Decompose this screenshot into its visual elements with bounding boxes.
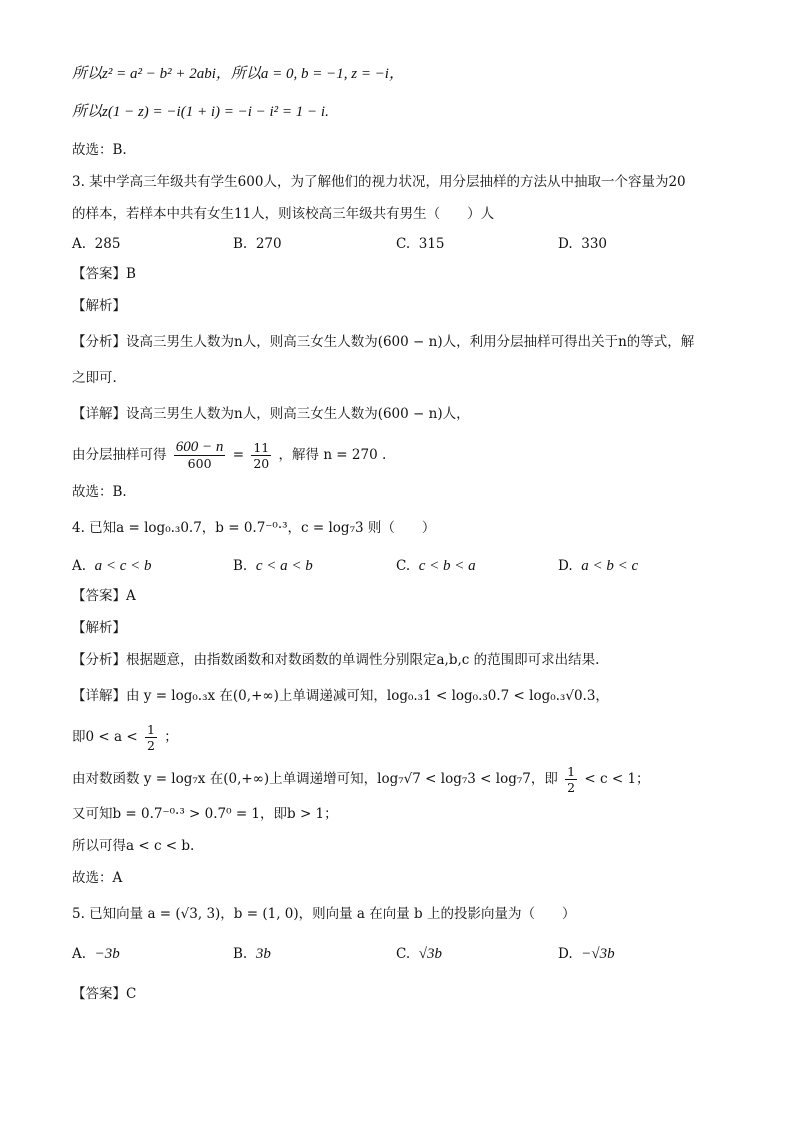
q4-option-c: C. c < b < a — [396, 558, 476, 574]
q3-conclusion: 故选：B. — [72, 484, 127, 500]
q3-option-b: B. 270 — [233, 236, 282, 252]
q3-analysis-tag: 【解析】 — [72, 298, 126, 314]
prev-answer: 故选：B. — [72, 142, 127, 158]
q4-answer: 【答案】A — [72, 588, 136, 604]
q4-xiangjie-line-1: 【详解】由 y = log₀.₃x 在(0,+∞)上单调递减可知，log₀.₃1 < log₀.₃0.7 < log₀.₃√0.3， — [72, 688, 609, 704]
q4-xiangjie-line-3: 由对数函数 y = log₇x 在(0,+∞)上单调递增可知，log₇√7 < log₇3 < log₇7，即 $\frac{1}{2}$ < c < 1； — [72, 764, 650, 795]
answer-tag: 【答案】 — [72, 588, 126, 604]
q4-xiangjie-line-4: 又可知b = 0.7⁻⁰·³ > 0.7⁰ = 1，即b > 1； — [72, 806, 338, 822]
q4-option-a: A. a < c < b — [72, 558, 152, 574]
q4-analysis-tag: 【解析】 — [72, 620, 126, 636]
q5-option-d: D. −√3b — [558, 946, 615, 962]
q3-option-d: D. 330 — [558, 236, 608, 252]
q3-option-c: C. 315 — [396, 236, 445, 252]
q3-stem-line-2: 的样本，若样本中共有女生11人，则该校高三年级共有男生（ ）人 — [72, 206, 495, 222]
answer-tag: 【答案】 — [72, 986, 126, 1002]
q3-stem-line-1: 3. 某中学高三年级共有学生600人，为了解他们的视力状况，用分层抽样的方法从中抽取一个容量为20 — [72, 174, 686, 190]
q4-option-b: B. c < a < b — [233, 558, 313, 574]
q3-fenxi-line-1: 【分析】设高三男生人数为n人，则高三女生人数为(600 − n)人，利用分层抽样可得出关于n的等式，解 — [72, 334, 695, 350]
prev-solution-line-2: 所以z(1 − z) = −i(1 + i) = −i − i² = 1 − i. — [72, 104, 329, 120]
q4-xiangjie-line-2: 即0 < a < $\frac{1}{2}$ ； — [72, 722, 178, 753]
q3-xiangjie-line-2: 由分层抽样可得 $\frac{600 - n}{600}$ = $\frac{11}{20}$ ，解得 n = 270 . — [72, 439, 387, 471]
q4-stem: 4. 已知a = log₀.₃0.7，b = 0.7⁻⁰·³，c = log₇3 则（ ） — [72, 520, 436, 536]
fraction: $\frac{600 - n}{600}$ — [175, 439, 224, 471]
q5-stem: 5. 已知向量 a = (√3, 3)，b = (1, 0)，则向量 a 在向量 b 上的投影向量为（ ） — [72, 906, 576, 922]
prev-solution-line-1: 所以z² = a² − b² + 2abi，所以a = 0, b = −1, z = −i， — [72, 66, 404, 82]
q3-answer: 【答案】B — [72, 266, 136, 282]
q3-option-a: A. 285 — [72, 236, 121, 252]
q3-fenxi-line-2: 之即可. — [72, 370, 117, 386]
q5-option-c: C. √3b — [396, 946, 442, 962]
q3-xiangjie-line-1: 【详解】设高三男生人数为n人，则高三女生人数为(600 − n)人， — [72, 406, 470, 422]
fraction: $\frac{1}{2}$ — [567, 764, 576, 795]
q5-option-b: B. 3b — [233, 946, 271, 962]
q5-answer: 【答案】C — [72, 986, 137, 1002]
fraction: $\frac{11}{20}$ — [253, 440, 270, 471]
q4-xiangjie-line-5: 所以可得a < c < b. — [72, 838, 195, 854]
q4-fenxi: 【分析】根据题意，由指数函数和对数函数的单调性分别限定a,b,c 的范围即可求出结果. — [72, 652, 600, 668]
fraction: $\frac{1}{2}$ — [146, 722, 155, 753]
q4-option-d: D. a < b < c — [558, 558, 639, 574]
q5-option-a: A. −3b — [72, 946, 120, 962]
answer-tag: 【答案】 — [72, 266, 126, 282]
q4-conclusion: 故选：A — [72, 870, 123, 886]
